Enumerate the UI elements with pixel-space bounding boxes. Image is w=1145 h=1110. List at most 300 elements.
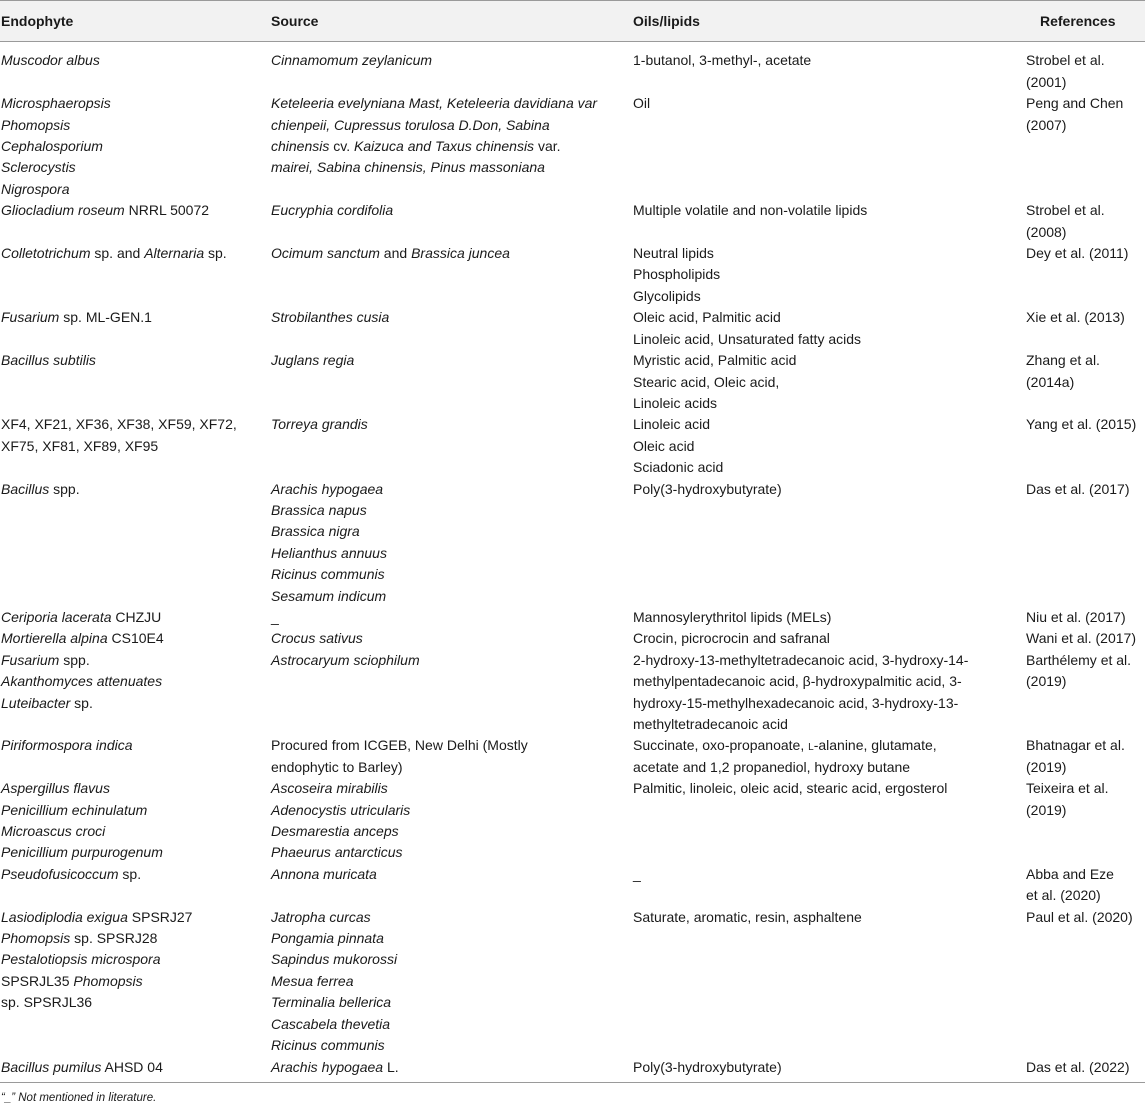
text-segment: Niu et al. (2017) [1026,608,1126,625]
italic-text: Microascus croci [1,823,106,840]
cell-references [1026,735,1145,778]
cell-references [1026,479,1145,607]
text-segment: Barthélemy et al. [1026,651,1132,668]
italic-text: Bacillus [1,480,50,497]
cell-line [1026,372,1145,393]
cell-endophyte [0,607,271,628]
cell-oils-lipids [633,628,1026,649]
cell-line [271,821,633,842]
table-row [0,907,1145,1057]
cell-line [1,350,271,371]
cell-source [271,650,633,736]
cell-source [271,907,633,1057]
cell-line [633,393,1026,414]
italic-text: Pestalotiopsis microspora [1,951,161,968]
text-segment: (2007) [1026,116,1067,133]
cell-line [633,479,1026,500]
italic-text: Sclerocystis [1,159,76,176]
cell-line [271,479,633,500]
cell-line [1,479,271,500]
cell-line [271,543,633,564]
text-segment: Succinate, oxo-propanoate, [633,737,809,754]
table-row [0,628,1145,649]
italic-text: Brassica nigra [271,523,360,540]
cell-line [633,436,1026,457]
cell-line [1026,115,1145,136]
cell-references [1026,307,1145,350]
table-row [0,650,1145,736]
cell-line [271,350,633,371]
text-segment: Bhatnagar et al. [1026,737,1125,754]
text-segment: Teixeira et al. [1026,780,1109,797]
italic-text: Terminalia bellerica [271,994,392,1011]
cell-line [271,200,633,221]
text-segment: Palmitic, linoleic, oleic acid, stearic acid, ergosterol [633,780,948,797]
italic-text: Alternaria [144,245,205,262]
cell-line [271,800,633,821]
cell-line [1,693,271,714]
cell-references [1026,414,1145,478]
cell-endophyte [0,307,271,350]
table-row [0,479,1145,607]
text-segment: spp. [49,480,80,497]
cell-line [1026,243,1145,264]
cell-line [271,864,633,885]
text-segment: NRRL 50072 [124,202,210,219]
cell-line [633,414,1026,435]
cell-references [1026,1057,1145,1083]
cell-oils-lipids [633,307,1026,350]
cell-oils-lipids [633,479,1026,607]
cell-line [633,243,1026,264]
cell-line [633,907,1026,928]
cell-line [1,414,271,435]
cell-endophyte [0,479,271,607]
cell-source [271,42,633,93]
cell-line [633,714,1026,735]
cell-source [271,864,633,907]
cell-line [271,1014,633,1035]
text-segment: Myristic acid, Palmitic acid [633,352,797,369]
cell-line [1,50,271,71]
cell-line [1,607,271,628]
cell-line [1,778,271,799]
table-row [0,778,1145,864]
cell-line [1,200,271,221]
text-segment: _ [633,865,641,882]
text-segment: Sciadonic acid [633,459,724,476]
cell-references [1026,200,1145,243]
header-source: Source [271,1,633,42]
italic-text: Desmarestia anceps [271,823,399,840]
cell-line [633,329,1026,350]
text-segment: Stearic acid, Oleic acid, [633,373,780,390]
cell-oils-lipids [633,414,1026,478]
cell-source [271,735,633,778]
cell-oils-lipids [633,243,1026,307]
cell-source [271,778,633,864]
italic-text: Phomopsis [1,930,71,947]
table-body [0,42,1145,1083]
cell-references [1026,864,1145,907]
text-segment: (2019) [1026,673,1067,690]
cell-endophyte [0,350,271,414]
text-segment: AHSD 04 [101,1058,163,1075]
cell-references [1026,650,1145,736]
text-segment: Multiple volatile and non-volatile lipids [633,202,868,219]
cell-line [271,414,633,435]
table-row [0,200,1145,243]
cell-oils-lipids [633,42,1026,93]
cell-line [633,864,1026,885]
text-segment: cv. [329,138,355,155]
text-segment: sp. [118,865,142,882]
italic-text: Ceriporia lacerata [1,608,112,625]
text-segment: _ [271,608,279,625]
cell-source [271,243,633,307]
italic-text: Microsphaeropsis [1,95,111,112]
italic-text: Gliocladium roseum [1,202,125,219]
cell-line [1026,864,1145,885]
text-segment: Yang et al. (2015) [1026,416,1137,433]
italic-text: Brassica juncea [411,245,510,262]
text-segment: Oleic acid, Palmitic acid [633,309,781,326]
italic-text: Eucryphia cordifolia [271,202,394,219]
cell-line [271,949,633,970]
cell-references [1026,350,1145,414]
text-segment: Abba and Eze [1026,865,1114,882]
italic-text: Arachis hypogaea [271,480,384,497]
table-row [0,243,1145,307]
cell-line [1,1057,271,1078]
cell-line [271,735,633,756]
cell-oils-lipids [633,1057,1026,1083]
cell-line [271,157,633,178]
cell-line [1026,885,1145,906]
cell-line [633,350,1026,371]
text-segment: Das et al. (2022) [1026,1058,1130,1075]
cell-line [1026,800,1145,821]
italic-text: Penicillium purpurogenum [1,844,163,861]
table-row [0,607,1145,628]
cell-line [271,500,633,521]
italic-text: Luteibacter [1,694,71,711]
cell-line [1,735,271,756]
cell-line [271,907,633,928]
cell-line [633,372,1026,393]
italic-text: Mesua ferrea [271,972,354,989]
text-segment: (2014a) [1026,373,1075,390]
cell-line [1,243,271,264]
cell-references [1026,93,1145,200]
cell-references [1026,778,1145,864]
text-segment: Poly(3-hydroxybutyrate) [633,1058,782,1075]
cell-line [1026,93,1145,114]
text-segment: Phospholipids [633,266,721,283]
cell-line [1026,735,1145,756]
cell-line [1026,628,1145,649]
cell-line [1,971,271,992]
cell-line [271,971,633,992]
italic-text: Helianthus annuus [271,544,387,561]
text-segment: Wani et al. (2017) [1026,630,1136,647]
cell-line [633,778,1026,799]
cell-references [1026,607,1145,628]
text-segment: SPSRJL35 [1,972,74,989]
cell-line [633,93,1026,114]
text-segment: var. [534,138,561,155]
cell-line [271,628,633,649]
italic-text: Bacillus subtilis [1,352,96,369]
italic-text: chienpeii, Cupressus torulosa D.Don, Sabina [271,116,550,133]
text-segment: 1-butanol, 3-methyl-, acetate [633,52,812,69]
cell-endophyte [0,414,271,478]
cell-line [271,586,633,607]
cell-endophyte [0,907,271,1057]
italic-text: Lasiodiplodia exigua [1,908,128,925]
text-segment: sp. SPSRJL36 [1,994,93,1011]
text-segment: Linoleic acids [633,394,718,411]
cell-line [633,693,1026,714]
cell-line [271,564,633,585]
cell-line [1,821,271,842]
cell-line [271,992,633,1013]
cell-endophyte [0,735,271,778]
cell-line [1026,1057,1145,1078]
text-segment: Linoleic acid, Unsaturated fatty acids [633,330,862,347]
cell-line [633,607,1026,628]
cell-line [271,607,633,628]
cell-line [271,521,633,542]
cell-line [633,757,1026,778]
italic-text: Nigrospora [1,180,70,197]
text-segment: Oleic acid [633,437,695,454]
text-segment: and [379,245,412,262]
cell-line [1026,607,1145,628]
cell-oils-lipids [633,864,1026,907]
cell-references [1026,243,1145,307]
italic-text: Sapindus mukorossi [271,951,398,968]
cell-endophyte [0,864,271,907]
header-endophyte: Endophyte [0,1,271,42]
text-segment: (2019) [1026,758,1067,775]
text-segment: -alanine, glutamate, [813,737,937,754]
text-segment: SPSRJ27 [127,908,193,925]
italic-text: Piriformospora indica [1,737,133,754]
cell-line [1,179,271,200]
text-segment: Linoleic acid [633,416,711,433]
text-segment: XF75, XF81, XF89, XF95 [1,437,159,454]
cell-line [271,1057,633,1078]
cell-line [1,928,271,949]
header-oils-lipids: Oils/lipids [633,1,1026,42]
italic-text: Phomopsis [73,972,143,989]
cell-source [271,200,633,243]
text-segment: CHZJU [111,608,162,625]
cell-line [1026,757,1145,778]
cell-line [1026,414,1145,435]
cell-line [633,1057,1026,1078]
cell-oils-lipids [633,907,1026,1057]
italic-text: Kaizuca and Taxus chinensis [354,138,535,155]
cell-line [1,115,271,136]
cell-line [1026,307,1145,328]
cell-line [1,671,271,692]
cell-line [1026,222,1145,243]
table-row [0,93,1145,200]
italic-text: Pongamia pinnata [271,930,384,947]
cell-source [271,93,633,200]
table-row [0,735,1145,778]
cell-endophyte [0,42,271,93]
text-segment: hydroxy-15-methylhexadecanoic acid, 3-hydroxy-13- [633,694,959,711]
cell-line [633,457,1026,478]
cell-source [271,350,633,414]
text-segment: L. [383,1058,399,1075]
cell-oils-lipids [633,93,1026,200]
text-segment: Crocin, picrocrocin and safranal [633,630,830,647]
italic-text: Crocus sativus [271,630,363,647]
italic-text: Adenocystis utricularis [271,801,411,818]
table-row [0,350,1145,414]
text-segment: sp. [204,245,227,262]
cell-line [633,264,1026,285]
italic-text: Bacillus pumilus [1,1058,102,1075]
italic-text: Colletotrichum [1,245,91,262]
italic-text: Pseudofusicoccum [1,865,119,882]
cell-line [633,628,1026,649]
cell-line [633,200,1026,221]
table-footnote: “_” Not mentioned in literature. [1,1091,157,1104]
cell-line [1,93,271,114]
cell-oils-lipids [633,350,1026,414]
cell-line [1,800,271,821]
cell-line [1,864,271,885]
italic-text: Cascabela thevetia [271,1015,391,1032]
italic-text: Cinnamomum zeylanicum [271,52,433,69]
cell-line [271,928,633,949]
text-segment: Procured from ICGEB, New Delhi (Mostly [271,737,528,754]
cell-line [1,907,271,928]
cell-line [633,650,1026,671]
cell-line [1,949,271,970]
text-segment: methyltetradecanoic acid [633,716,788,732]
cell-line [271,93,633,114]
cell-endophyte [0,1057,271,1083]
italic-text: Annona muricata [271,865,377,882]
text-segment: Peng and Chen [1026,95,1124,112]
cell-line [1026,72,1145,93]
text-segment: Zhang et al. [1026,352,1100,369]
cell-line [1026,778,1145,799]
text-segment: Glycolipids [633,287,701,304]
text-segment: (2001) [1026,73,1067,90]
cell-line [1,307,271,328]
cell-oils-lipids [633,200,1026,243]
cell-source [271,479,633,607]
cell-line [633,307,1026,328]
cell-line [1026,650,1145,671]
italic-text: Sesamum indicum [271,587,387,604]
italic-text: Fusarium [1,651,60,668]
cell-line [1026,350,1145,371]
text-segment: Dey et al. (2011) [1026,245,1129,262]
cell-line [271,778,633,799]
text-segment: Das et al. (2017) [1026,480,1130,497]
italic-text: Ascoseira mirabilis [271,780,388,797]
table-row [0,864,1145,907]
italic-text: Brassica napus [271,501,367,518]
italic-text: chinensis [271,138,330,155]
cell-oils-lipids [633,778,1026,864]
text-segment: spp. [59,651,90,668]
italic-text: mairei, Sabina chinensis, Pinus massoniana [271,159,545,176]
italic-text: Penicillium echinulatum [1,801,148,818]
cell-source [271,414,633,478]
cell-line [1,628,271,649]
italic-text: Jatropha curcas [271,908,371,925]
cell-source [271,628,633,649]
cell-line [271,757,633,778]
cell-endophyte [0,628,271,649]
italic-text: Aspergillus flavus [1,780,110,797]
cell-line [271,136,633,157]
italic-text: Phaeurus antarcticus [271,844,403,861]
cell-line [271,243,633,264]
text-segment: sp. [70,694,93,711]
cell-line [1,992,271,1013]
cell-endophyte [0,650,271,736]
table-row [0,307,1145,350]
cell-oils-lipids [633,607,1026,628]
cell-line [633,671,1026,692]
cell-source [271,607,633,628]
cell-line [271,1035,633,1056]
cell-line [633,735,1026,756]
italic-text: Arachis hypogaea [271,1058,384,1075]
cell-endophyte [0,778,271,864]
cell-line [271,650,633,671]
table-row [0,1057,1145,1083]
table-header-row [0,1,1145,42]
cell-line [271,307,633,328]
cell-references [1026,628,1145,649]
cell-oils-lipids [633,735,1026,778]
text-segment: et al. (2020) [1026,887,1101,904]
header-references: References [1026,1,1145,42]
text-segment: Neutral lipids [633,245,714,262]
text-segment: Xie et al. (2013) [1026,309,1125,326]
text-segment: Poly(3-hydroxybutyrate) [633,480,782,497]
cell-oils-lipids [633,650,1026,736]
text-segment: methylpentadecanoic acid, β-hydroxypalmitic acid, 3- [633,673,962,690]
cell-line [271,50,633,71]
cell-references [1026,42,1145,93]
italic-text: Mortierella alpina [1,630,108,647]
text-segment: Mannosylerythritol lipids (MELs) [633,608,832,625]
italic-text: Ricinus communis [271,1037,385,1054]
table-row [0,42,1145,93]
cell-line [1026,50,1145,71]
cell-line [271,842,633,863]
table-row [0,414,1145,478]
text-segment: (2008) [1026,223,1067,240]
italic-text: Muscodor albus [1,52,100,69]
cell-line [1,650,271,671]
text-segment: acetate and 1,2 propanediol, hydroxy butane [633,758,911,775]
cell-line [633,286,1026,307]
text-segment: endophytic to Barley) [271,758,403,775]
